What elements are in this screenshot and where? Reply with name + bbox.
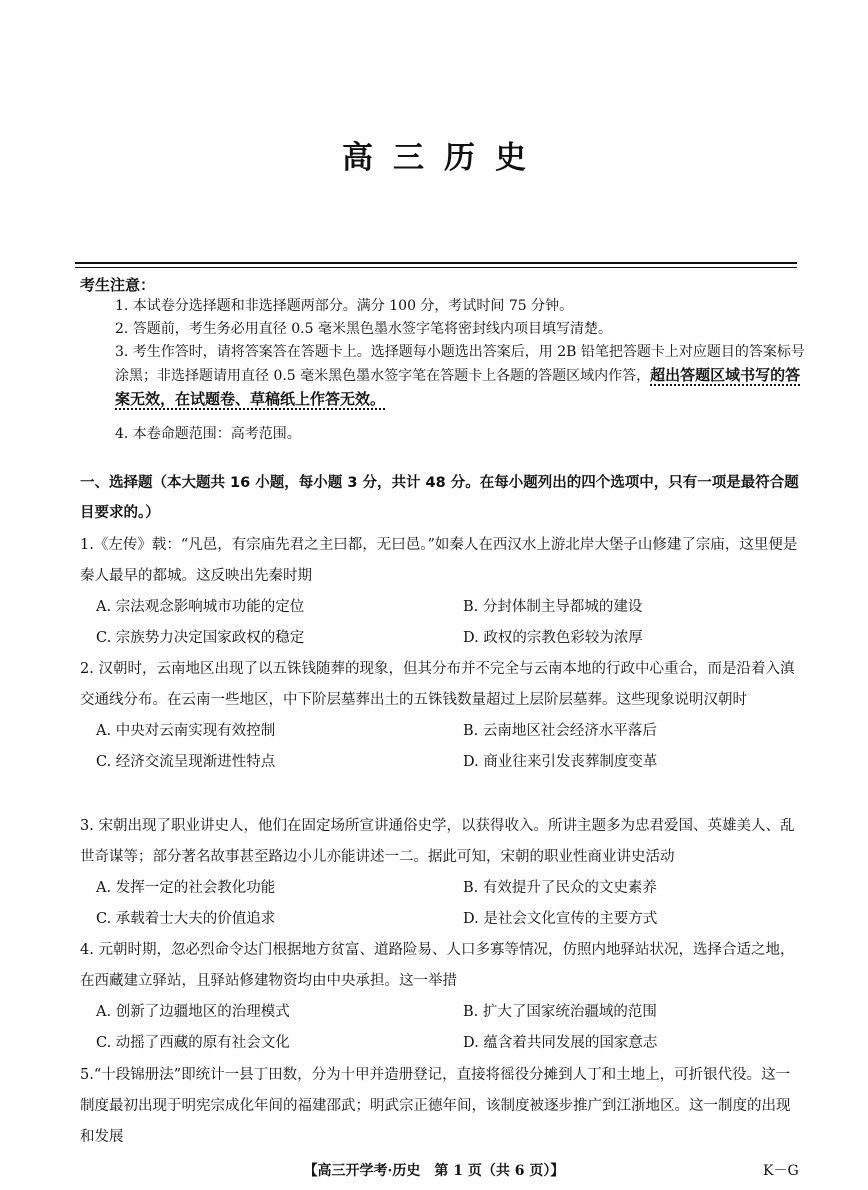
option-d: D. 政权的宗教色彩较为浓厚 — [463, 630, 643, 646]
option-a: A. 中央对云南实现有效控制 — [96, 723, 276, 739]
question-stem: 1.《左传》载：“凡邑，有宗庙先君之主曰都，无曰邑。”如秦人在西汉水上游北岸大堡子山修建了宗庙，这里便是秦人最早的都城。这反映出先秦时期 — [80, 537, 798, 584]
option-a: A. 发挥一定的社会教化功能 — [96, 880, 276, 896]
question-stem: 2. 汉朝时，云南地区出现了以五铢钱随葬的现象，但其分布并不完全与云南本地的行政中心重合，而是沿着入滇交通线分布。在云南一些地区，中下阶层墓葬出土的五铢钱数量超过上层阶层墓葬。这些现象说明汉朝时 — [80, 661, 795, 708]
question-1 — [80, 530, 802, 654]
option-d: D. 是社会文化宣传的主要方式 — [463, 911, 658, 927]
notice-heading: 考生注意： — [80, 276, 156, 294]
option-c: C. 经济交流呈现渐进性特点 — [96, 754, 276, 770]
question-stem: 5.“十段锦册法”即统计一县丁田数，分为十甲并造册登记，直接将徭役分摊到人丁和土地上，可折银代役。这一制度最初出现于明宪宗成化年间的福建邵武；明武宗正德年间，该制度被逐步推广到江浙地区。这一制度的出现和发展 — [80, 1067, 791, 1145]
question-5 — [80, 1060, 802, 1153]
option-b: B. 有效提升了民众的文史素养 — [463, 880, 657, 896]
option-c: C. 承载着士大夫的价值追求 — [96, 911, 276, 927]
notice-item-2: 2. 答题前，考生务必用直径 0.5 毫米黑色墨水签字笔将密封线内项目填写清楚。 — [115, 321, 612, 337]
option-a: A. 创新了边疆地区的治理模式 — [96, 1004, 290, 1020]
question-2 — [80, 654, 802, 778]
notice-item-1: 1. 本试卷分选择题和非选择题两部分。满分 100 分，考试时间 75 分钟。 — [115, 298, 574, 314]
notice-item-3-text: 3. 考生作答时，请将答案答在答题卡上。选择题每小题选出答案后，用 2B 铅笔把答题卡上对应题目的答案标号涂黑；非选择题请用直径 0.5 毫米黑色墨水签字笔在答题卡上各题的答题区域内作答， — [115, 344, 805, 384]
question-stem: 4. 元朝时期，忽必烈命令达门根据地方贫富、道路险易、人口多寡等情况，仿照内地驿站状况，选择合适之地，在西藏建立驿站，且驿站修建物资均由中央承担。这一举措 — [80, 942, 795, 989]
divider — [75, 267, 797, 268]
paper-code: K－G — [763, 1163, 799, 1179]
divider — [75, 262, 797, 264]
option-a: A. 宗法观念影响城市功能的定位 — [96, 599, 305, 615]
page-footer: 【高三开学考·历史 第 1 页（共 6 页）】 — [303, 1163, 565, 1179]
page-title: 高三历史 — [342, 140, 546, 176]
option-c: C. 动摇了西藏的原有社会文化 — [96, 1035, 290, 1051]
question-3 — [80, 811, 802, 935]
question-4 — [80, 935, 802, 1059]
notice-item-4: 4. 本卷命题范围：高考范围。 — [115, 426, 301, 442]
option-b: B. 云南地区社会经济水平落后 — [463, 723, 657, 739]
notice-emphasis: 超出答题区域书写的答案无效，在试题卷、草稿纸上作答无效。 — [115, 366, 801, 408]
option-d: D. 蕴含着共同发展的国家意志 — [463, 1035, 658, 1051]
option-b: B. 分封体制主导都城的建设 — [463, 599, 643, 615]
option-c: C. 宗族势力决定国家政权的稳定 — [96, 630, 305, 646]
notice-item-3 — [115, 341, 805, 412]
option-d: D. 商业往来引发丧葬制度变革 — [463, 754, 658, 770]
section-heading: 一、选择题（本大题共 16 小题，每小题 3 分，共计 48 分。在每小题列出的四个选项中，只有一项是最符合题目要求的。） — [80, 475, 799, 521]
option-b: B. 扩大了国家统治疆域的范围 — [463, 1004, 657, 1020]
question-stem: 3. 宋朝出现了职业讲史人，他们在固定场所宣讲通俗史学，以获得收入。所讲主题多为忠君爱国、英雄美人、乱世奇谋等；部分著名故事甚至路边小儿亦能讲述一二。据此可知，宋朝的职业性商业讲史活动 — [80, 818, 795, 865]
